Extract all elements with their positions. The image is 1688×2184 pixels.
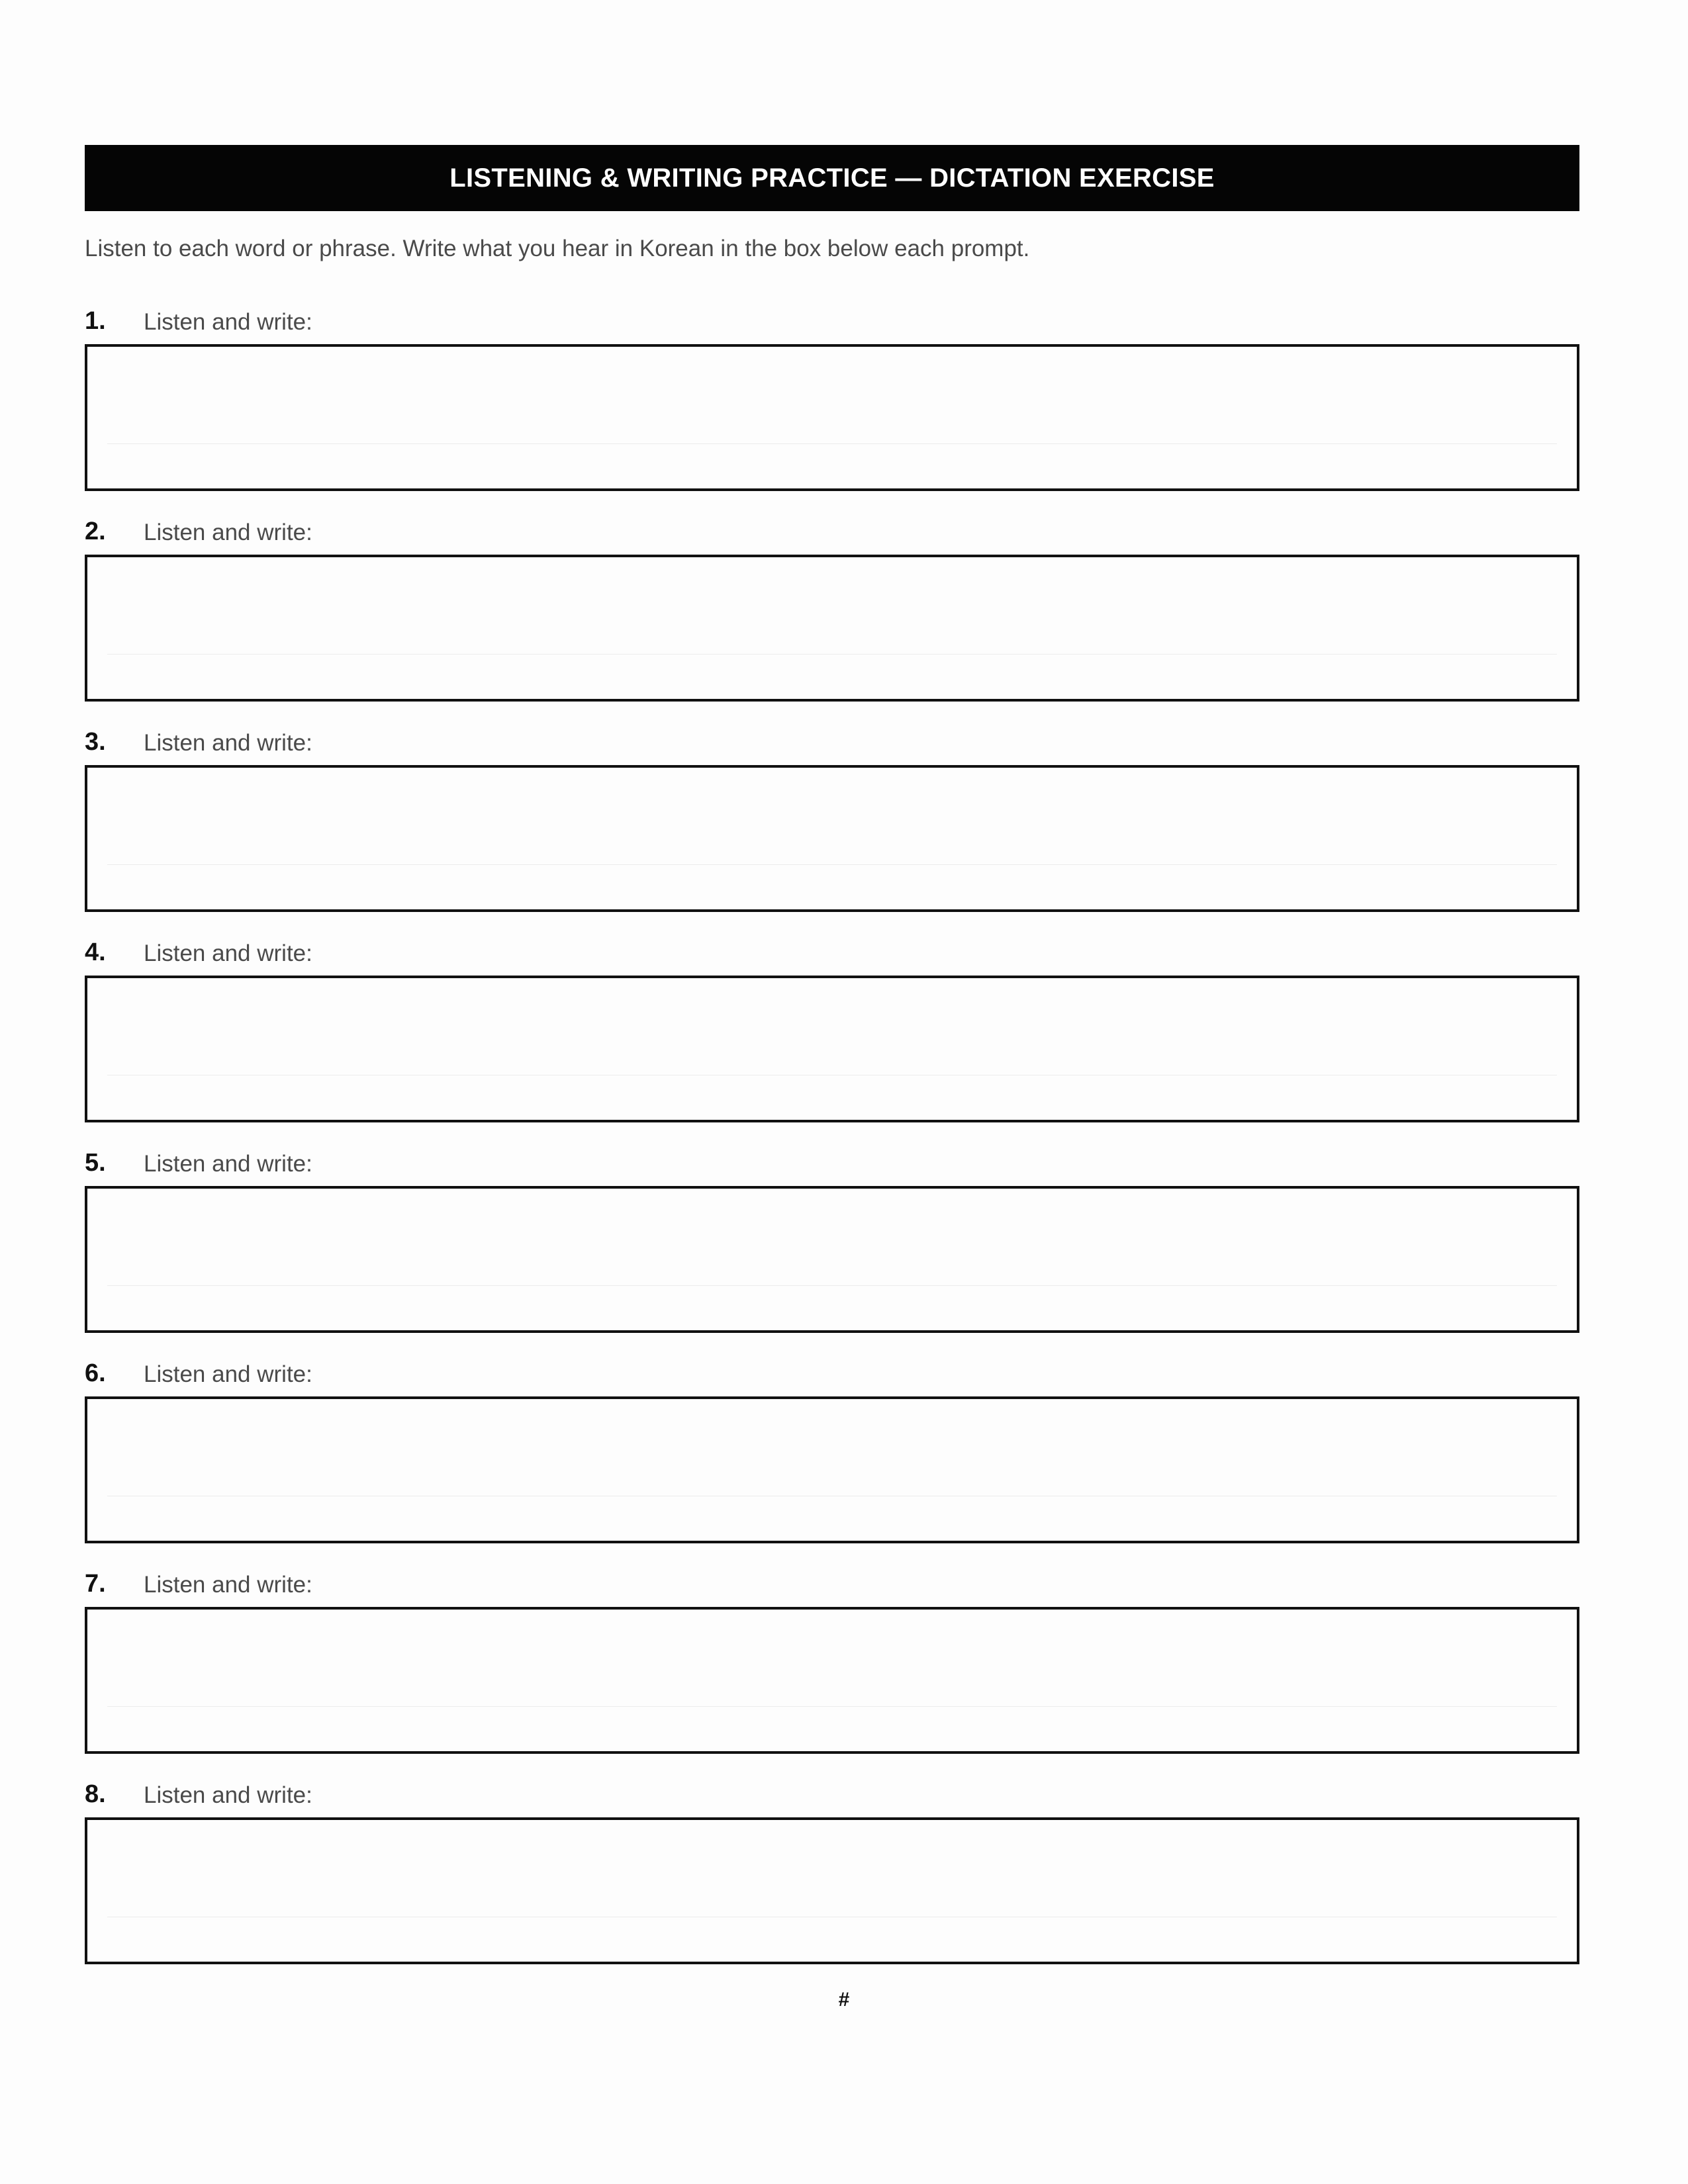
dictation-items — [85, 307, 1579, 1991]
item-prompt: Listen and write: — [144, 520, 312, 545]
answer-box-8[interactable] — [85, 1817, 1579, 1964]
dictation-item-5 — [85, 1149, 1579, 1359]
item-label — [85, 1780, 1579, 1817]
item-label — [85, 307, 1579, 344]
dictation-item-6 — [85, 1359, 1579, 1570]
item-number: 5. — [85, 1149, 106, 1177]
item-prompt: Listen and write: — [144, 730, 312, 756]
item-label — [85, 1149, 1579, 1186]
dictation-item-7 — [85, 1570, 1579, 1780]
item-number: 3. — [85, 728, 106, 756]
item-number: 8. — [85, 1780, 106, 1808]
answer-box-3[interactable] — [85, 765, 1579, 912]
item-prompt: Listen and write: — [144, 940, 312, 966]
item-label — [85, 1359, 1579, 1396]
item-number: 1. — [85, 307, 106, 335]
writing-guide-line — [107, 1706, 1557, 1707]
item-label — [85, 1570, 1579, 1607]
item-number: 7. — [85, 1570, 106, 1598]
item-number: 2. — [85, 518, 106, 545]
writing-guide-line — [107, 654, 1557, 655]
dictation-item-1 — [85, 307, 1579, 518]
item-number: 4. — [85, 938, 106, 966]
writing-guide-line — [107, 864, 1557, 865]
instructions-text: Listen to each word or phrase. Write what you hear in Korean in the box below each prompt. — [85, 236, 1030, 261]
dictation-item-2 — [85, 518, 1579, 728]
answer-box-4[interactable] — [85, 976, 1579, 1122]
answer-box-5[interactable] — [85, 1186, 1579, 1333]
dictation-item-4 — [85, 938, 1579, 1149]
item-label — [85, 518, 1579, 555]
item-number: 6. — [85, 1359, 106, 1387]
page-number: # — [838, 1989, 850, 2011]
dictation-item-3 — [85, 728, 1579, 938]
answer-box-2[interactable] — [85, 555, 1579, 702]
answer-box-1[interactable] — [85, 344, 1579, 491]
item-prompt: Listen and write: — [144, 1151, 312, 1177]
item-prompt: Listen and write: — [144, 309, 312, 335]
writing-guide-line — [107, 1285, 1557, 1286]
item-prompt: Listen and write: — [144, 1572, 312, 1598]
writing-guide-line — [107, 443, 1557, 444]
item-label — [85, 728, 1579, 765]
answer-box-6[interactable] — [85, 1396, 1579, 1543]
dictation-item-8 — [85, 1780, 1579, 1991]
answer-box-7[interactable] — [85, 1607, 1579, 1754]
item-prompt: Listen and write: — [144, 1782, 312, 1808]
worksheet-title: LISTENING & WRITING PRACTICE — DICTATION EXERCISE — [85, 145, 1579, 211]
item-label — [85, 938, 1579, 976]
item-prompt: Listen and write: — [144, 1361, 312, 1387]
